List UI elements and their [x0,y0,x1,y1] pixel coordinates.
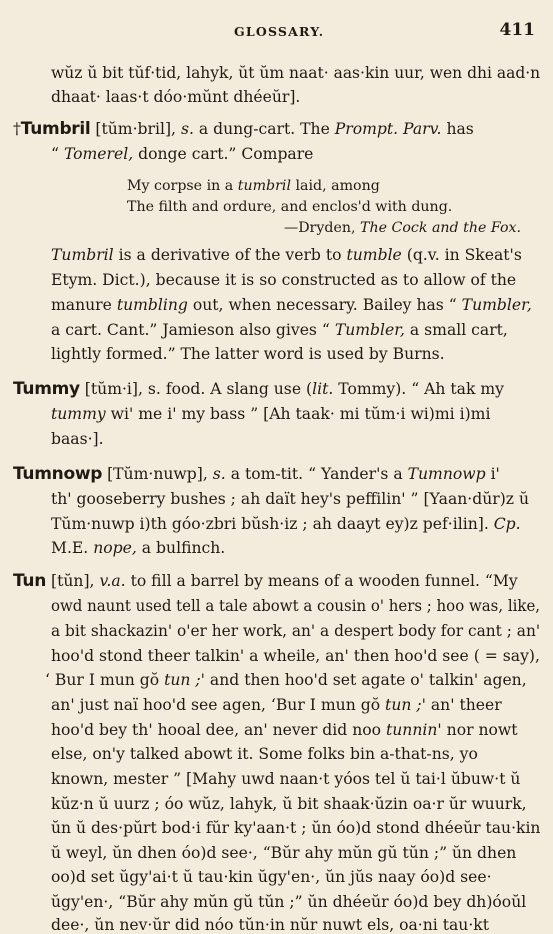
quote-attribution: —Dryden, The Cock and the Fox. [284,220,522,236]
entry-tumbril-para-4: a cart. Cant.” Jamieson also gives “ Tumbler, a small cart, [51,321,508,339]
entry-tun-line-6: an' just naï hoo'd see agen, ‘Bur I mun gŏ tun ;' an' theer [51,696,502,714]
entry-tumbril-para-5: lightly formed.” The latter word is used by Burns. [51,345,445,363]
quote-line-2: The filth and ordure, and enclos'd with dung. [127,199,453,215]
entry-tumnowp-line-3: Tŭm·nuwp i)th góo·zbri bŭsh·iz ; ah daayt ey)z pef·ilin]. Cp. [51,515,521,533]
quote-line-1: My corpse in a tumbril laid, among [127,178,380,194]
entry-tun-line-7: hoo'd bey th' hooal dee, an' never did noo tunnin' nor nowt [51,721,518,739]
entry-tun-line-15: dee·, ŭn nev·ŭr did nóo tŭn·in nŭr nuwt els, oa·ni tau·kt [51,916,490,934]
entry-tun-line-2: owd naunt used tell a tale abowt a cousin o' hers ; hoo was, like, [51,597,541,615]
entry-tun-line-12: ŭ weyl, ŭn dhen óo)d see·, “Bŭr ahy mŭn gŭ tŭn ;” ŭn dhen [51,844,517,862]
intro-line-2: dhaat· laas·t dóo·mŭnt dhéeŭr]. [51,88,301,106]
entry-tummy-line-2: tummy wi' me i' my bass ” [Ah taak· mi tŭm·i wi)mi i)mi [51,405,491,423]
entry-tun-line-11: ŭn ŭ des·pŭrt bod·i fŭr ky'aan·t ; ŭn óo)d stond dhéeŭr tau·kin [51,819,541,837]
entry-tun-line-8: else, on'y talked abowt it. Some folks bin a-that-ns, yo [51,745,478,763]
entry-tun-line-3: a bit shackazin' o'er her work, an' a despert body for cant ; an' [51,622,541,640]
dagger-mark: † [13,120,21,138]
entry-tun-line-4: hoo'd stond theer talkin' a wheile, an' then hoo'd see ( = say), [51,647,540,665]
entry-tumbril-para-1: Tumbril is a derivative of the verb to tumble (q.v. in Skeat's [51,246,522,264]
entry-tun-line-1: Tun [tŭn], v.a. to fill a barrel by means of a wooden funnel. “My [13,571,518,591]
entry-tumbril-line-1: †Tumbril [tŭm·bril], s. a dung-cart. The Prompt. Parv. has [13,119,474,139]
entry-tumbril-para-2: Etym. Dict.), because it is so constructed as to allow of the [51,271,517,289]
entry-tumbril-line-2: “ Tomerel, donge cart.” Compare [51,145,314,163]
entry-tummy-line-3: baas·]. [51,430,104,448]
headword-tumbril: Tumbril [20,119,91,139]
entry-tumnowp-line-2: th' gooseberry bushes ; ah daït hey's peffilin' ” [Yaan·dŭr)z ŭ [51,490,530,508]
headword-tun: Tun [13,571,47,591]
intro-line-1: wŭz ŭ bit tŭf·tid, lahyk, ŭt ŭm naat· aas·kin uur, wen dhi aad·n [51,64,541,82]
entry-tun-line-13: oo)d set ŭgy'ai·t ŭ tau·kin ŭgy'en·, ŭn jŭs naay óo)d see· [51,868,492,886]
headword-tummy: Tummy [13,379,80,399]
running-title: GLOSSARY. [234,24,325,39]
entry-tun-line-9: known, mester ” [Mahy uwd naan·t yóos tel ŭ tai·l ŭbuw·t ŭ [51,770,521,788]
entry-tun-line-5: ‘ Bur I mun gŏ tun ;' and then hoo'd set agate o' talkin' agen, [45,671,527,689]
headword-tumnowp: Tumnowp [13,464,103,484]
entry-tummy-line-1: Tummy [tŭm·i], s. food. A slang use (lit. Tommy). “ Ah tak my [13,379,504,399]
entry-tumnowp-line-1: Tumnowp [Tŭm·nuwp], s. a tom-tit. “ Yander's a Tumnowp i' [13,464,500,484]
page-number: 411 [499,20,535,40]
entry-tumbril-para-3: manure tumbling out, when necessary. Bailey has “ Tumbler, [51,296,532,314]
entry-tun-line-14: ŭgy'en·, “Bŭr ahy mŭn gŭ tŭn ;” ŭn dhéeŭr óo)d bey dh)óoŭl [51,893,527,911]
page-header [0,20,553,42]
entry-tun-line-10: kŭz·n ŭ uurz ; óo wŭz, lahyk, ŭ bit shaak·ŭzin oa·r ŭr wuurk, [51,795,527,813]
entry-tumnowp-line-4: M.E. nope, a bulfinch. [51,539,226,557]
